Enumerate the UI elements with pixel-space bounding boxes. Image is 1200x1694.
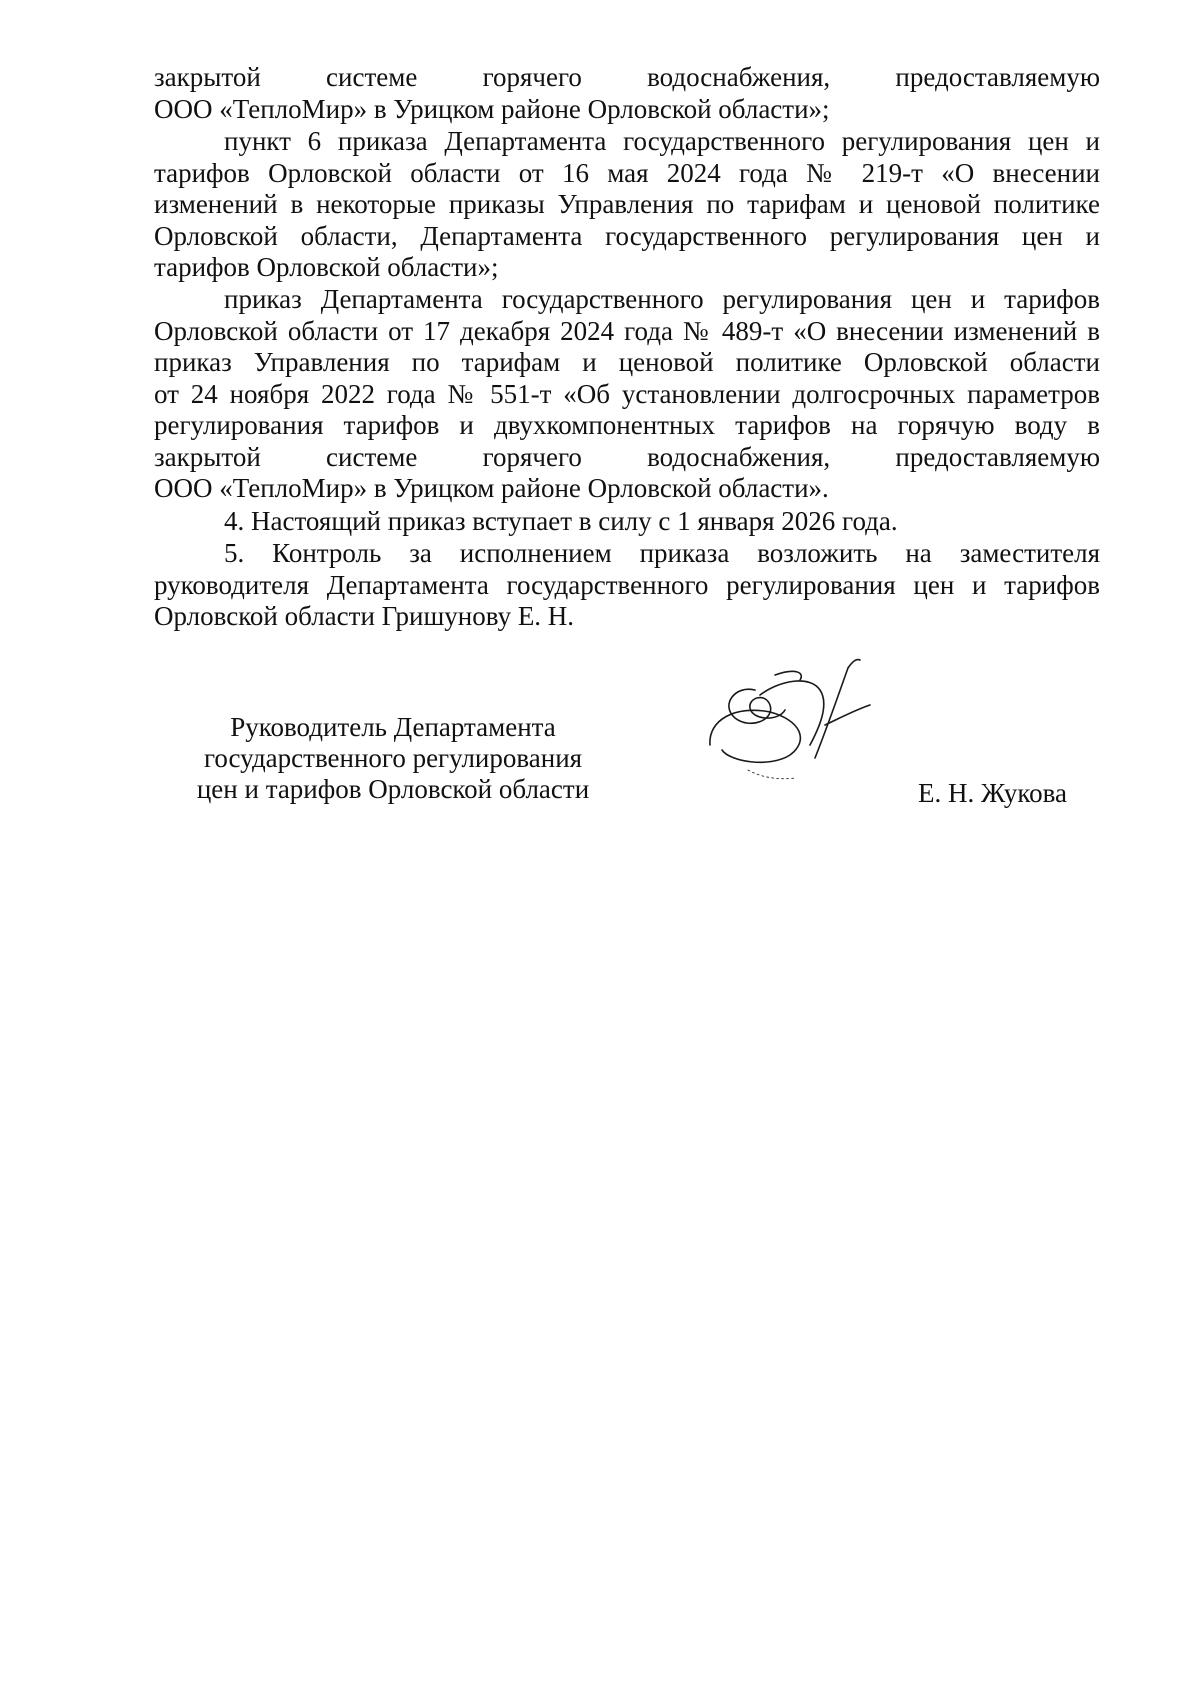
- paragraph-continuation: [154, 62, 1100, 125]
- text-line: руководителя Департамента государственного регулирования цен и тарифов: [154, 569, 1100, 600]
- text-line: Орловской области от 17 декабря 2024 года № 489-т «О внесении изменений в: [154, 315, 1100, 346]
- text-line: закрытой системе горячего водоснабжения, предоставляемую: [154, 441, 1100, 472]
- signer-position: [178, 712, 608, 805]
- text-line: 5. Контроль за исполнением приказа возложить на заместителя: [224, 538, 1100, 568]
- text-line: регулирования тарифов и двухкомпонентных тарифов на горячую воду в: [154, 410, 1100, 440]
- text-line: приказ Департамента государственного регулирования цен и тарифов: [224, 284, 1100, 314]
- paragraph-clause-4: [154, 506, 1100, 538]
- signer-position-line: Руководитель Департамента: [230, 712, 556, 742]
- text-line: закрытой системе горячего водоснабжения, предоставляемую: [154, 62, 1100, 92]
- text-line: ООО «ТеплоМир» в Урицком районе Орловской области»;: [154, 93, 830, 124]
- text-line: ООО «ТеплоМир» в Урицком районе Орловской области».: [154, 473, 829, 503]
- text-line: 4. Настоящий приказ вступает в силу с 1 января 2026 года.: [224, 506, 898, 536]
- text-line: приказ Управления по тарифам и ценовой политике Орловской области: [154, 347, 1100, 377]
- text-line: от 24 ноября 2022 года № 551-т «Об установлении долгосрочных параметров: [154, 378, 1100, 409]
- paragraph-order-489: [154, 284, 1100, 505]
- text-line: изменений в некоторые приказы Управления по тарифам и ценовой политике: [154, 189, 1100, 219]
- text-line: Орловской области, Департамента государственного регулирования цен и: [154, 220, 1100, 251]
- signer-position-line: государственного регулирования: [203, 743, 583, 773]
- text-line: тарифов Орловской области»;: [154, 252, 499, 282]
- text-line: тарифов Орловской области от 16 мая 2024 года № 219-т «О внесении: [154, 157, 1100, 188]
- text-line: пункт 6 приказа Департамента государственного регулирования цен и: [224, 126, 1100, 156]
- paragraph-item-6: [154, 126, 1100, 284]
- handwritten-signature: [700, 650, 930, 790]
- signer-name: Е. Н. Жукова: [918, 778, 1067, 808]
- paragraph-clause-5: [154, 538, 1100, 633]
- signer-position-line: цен и тарифов Орловской области: [196, 774, 590, 804]
- text-line: Орловской области Гришунову Е. Н.: [154, 601, 575, 631]
